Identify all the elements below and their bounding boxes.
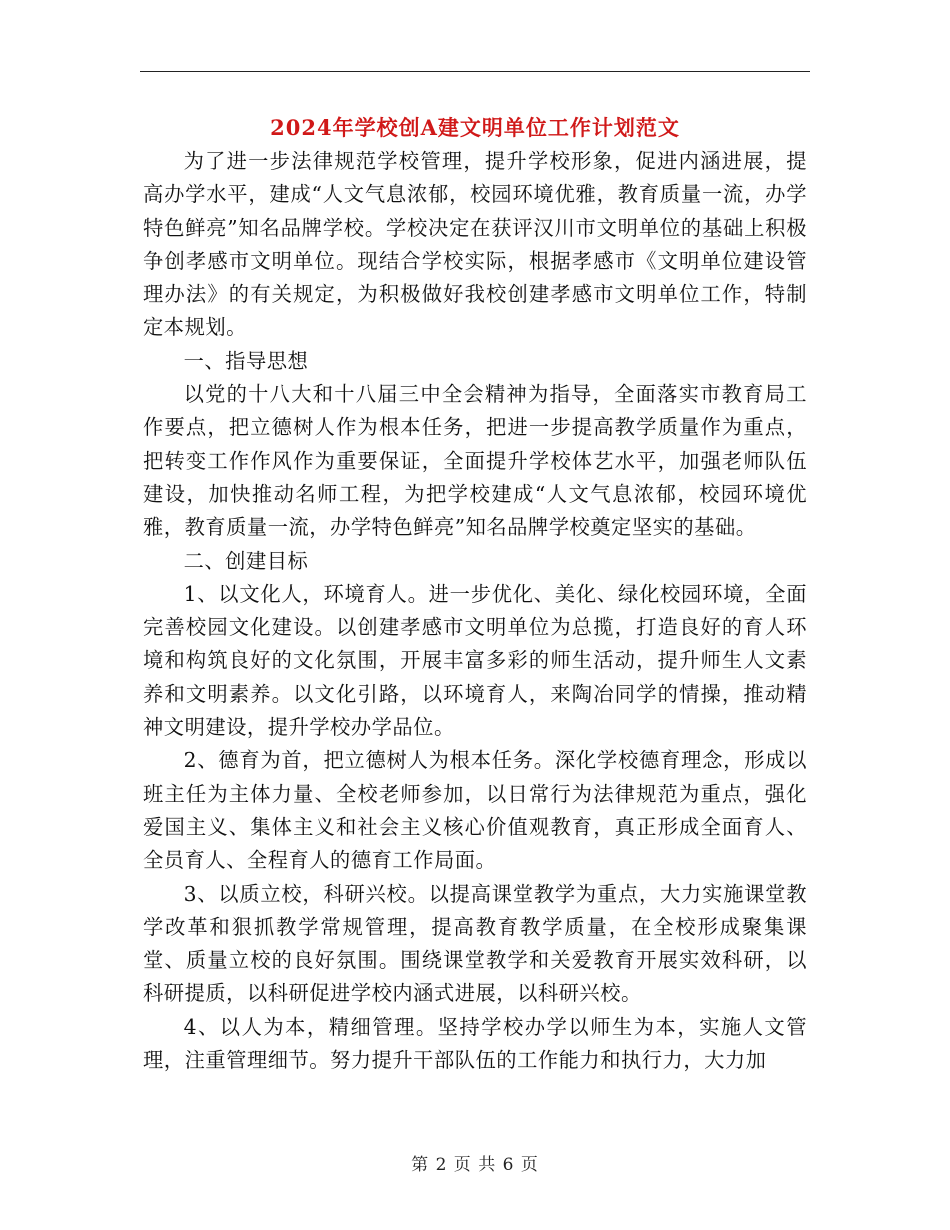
paragraph-guiding-thought: 以党的十八大和十八届三中全会精神为指导，全面落实市教育局工作要点，把立德树人作为根本任务，把进一步提高教学质量作为重点，把转变工作作风作为重要保证，全面提升学校体艺水平，加强老师队伍建设，加快推动名师工程，为把学校建成“人文气息浓郁，校园环境优雅，教育质量一流，办学特色鲜亮”知名品牌学校奠定坚实的基础。: [143, 382, 807, 540]
paragraph-goal-2: 2、德育为首，把立德树人为根本任务。深化学校德育理念，形成以班主任为主体力量、全校老师参加，以日常行为法律规范为重点，强化爱国主义、集体主义和社会主义核心价值观教育，真正形成全面育人、全员育人、全程育人的德育工作局面。: [143, 748, 807, 873]
page-number-footer: 第 2 页 共 6 页: [411, 1155, 539, 1175]
paragraph-goal-4: 4、以人为本，精细管理。坚持学校办学以师生为本，实施人文管理，注重管理细节。努力提升干部队伍的工作能力和执行力，大力加: [143, 1014, 807, 1073]
section-heading-guiding-thought: 一、指导思想: [183, 348, 309, 373]
paragraph-intro: 为了进一步法律规范学校管理，提升学校形象，促进内涵进展，提高办学水平，建成“人文气息浓郁，校园环境优雅，教育质量一流，办学特色鲜亮”知名品牌学校。学校决定在获评汉川市文明单位的基础上积极争创孝感市文明单位。现结合学校实际，根据孝感市《文明单位建设管理办法》的有关规定，为积极做好我校创建孝感市文明单位工作，特制定本规划。: [143, 149, 807, 340]
paragraph-goal-3: 3、以质立校，科研兴校。以提高课堂教学为重点，大力实施课堂教学改革和狠抓教学常规管理，提高教育教学质量，在全校形成聚集课堂、质量立校的良好氛围。围绕课堂教学和关爱教育开展实效科研，以科研提质，以科研促进学校内涵式进展，以科研兴校。: [143, 881, 807, 1006]
header-rule: [140, 71, 810, 72]
section-heading-goals: 二、创建目标: [183, 548, 309, 573]
paragraph-goal-1: 1、以文化人，环境育人。进一步优化、美化、绿化校园环境，全面完善校园文化建设。以创建孝感市文明单位为总揽，打造良好的育人环境和构筑良好的文化氛围，开展丰富多彩的师生活动，提升师生人文素养和文明素养。以文化引路，以环境育人，来陶冶同学的情操，推动精神文明建设，提升学校办学品位。: [143, 581, 807, 740]
document-title: 2024年学校创A建文明单位工作计划范文: [270, 115, 680, 140]
document-body: [143, 145, 807, 1077]
